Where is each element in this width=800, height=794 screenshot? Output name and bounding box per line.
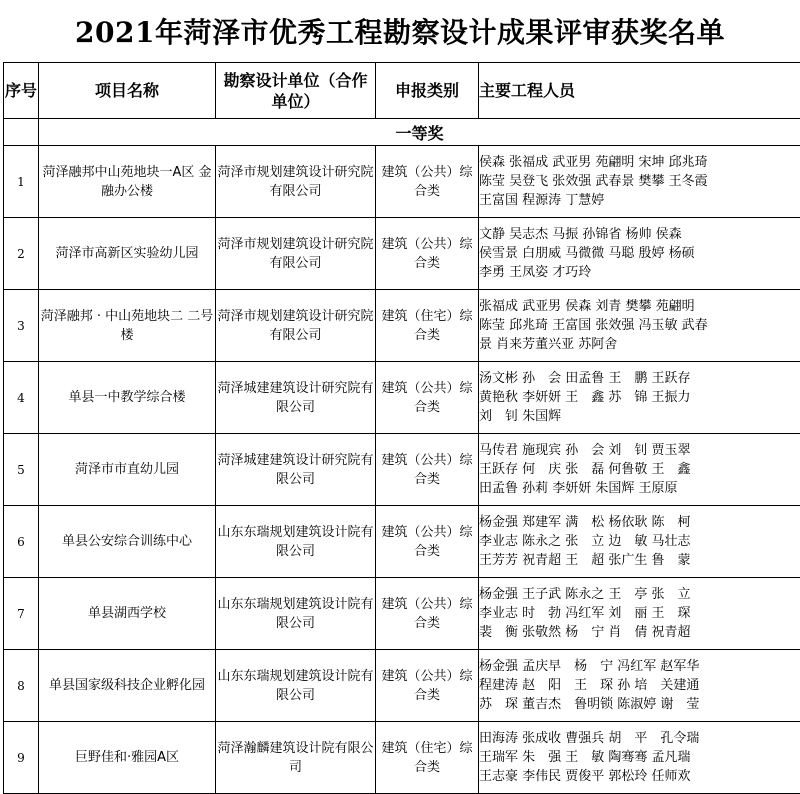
category: 建筑（公共）综合类: [376, 434, 479, 506]
category: 建筑（住宅）综合类: [376, 290, 479, 362]
category: 建筑（公共）综合类: [376, 578, 479, 650]
staff-line: 杨金强 孟庆早 杨 宁 冯红军 赵军华: [479, 657, 800, 676]
project-name: 菏泽融邦 · 中山苑地块二 二号楼: [39, 290, 216, 362]
header-category: 申报类别: [376, 63, 479, 119]
design-unit: 山东东瑞规划建筑设计院有限公司: [216, 578, 376, 650]
category: 建筑（公共）综合类: [376, 506, 479, 578]
staff-line: 李勇 王凤姿 才巧玲: [479, 263, 800, 282]
staff-list: [479, 362, 800, 434]
staff-list: [479, 290, 800, 362]
award-table: [3, 62, 800, 794]
category: 建筑（公共）综合类: [376, 146, 479, 218]
table-row: [4, 578, 800, 650]
staff-line: 杨金强 王子武 陈永之 王 亭 张 立: [479, 585, 800, 604]
staff-line: 王跃存 何 庆 张 磊 何鲁敬 王 鑫: [479, 460, 800, 479]
staff-line: 田孟鲁 孙莉 李妍妍 朱国辉 王原原: [479, 479, 800, 498]
project-name: 单县国家级科技企业孵化园: [39, 650, 216, 722]
staff-list: [479, 218, 800, 290]
design-unit: 菏泽市规划建筑设计研究院有限公司: [216, 218, 376, 290]
section-title: 一等奖: [39, 119, 800, 146]
category: 建筑（公共）综合类: [376, 650, 479, 722]
section-row: [4, 119, 800, 146]
staff-line: 田海涛 张成收 曹强兵 胡 平 孔令瑞: [479, 729, 800, 748]
row-index: 2: [4, 218, 39, 290]
staff-list: [479, 146, 800, 218]
table-row: [4, 434, 800, 506]
project-name: 菏泽融邦中山苑地块一A区 金融办公楼: [39, 146, 216, 218]
category: 建筑（公共）综合类: [376, 218, 479, 290]
staff-line: 景 肖来芳董兴亚 苏阿舍: [479, 335, 800, 354]
design-unit: 山东东瑞规划建筑设计院有限公司: [216, 506, 376, 578]
document-title: 2021年菏泽市优秀工程勘察设计成果评审获奖名单: [0, 0, 800, 62]
table-header-row: [4, 63, 800, 119]
staff-line: 王富国 程源涛 丁慧婷: [479, 191, 800, 210]
row-index: 1: [4, 146, 39, 218]
design-unit: 菏泽市规划建筑设计研究院有限公司: [216, 146, 376, 218]
staff-list: [479, 722, 800, 794]
project-name: 单县湖西学校: [39, 578, 216, 650]
row-index: 5: [4, 434, 39, 506]
staff-line: 李业志 时 勃 冯红军 刘 丽 王 琛: [479, 604, 800, 623]
design-unit: 菏泽瀚麟建筑设计院有限公 司: [216, 722, 376, 794]
staff-list: [479, 578, 800, 650]
staff-line: 程建涛 赵 阳 王 琛 孙 培 关建通: [479, 676, 800, 695]
staff-line: 杨金强 郑建军 满 松 杨依耿 陈 柯: [479, 513, 800, 532]
staff-list: [479, 650, 800, 722]
header-staff: 主要工程人员: [479, 63, 800, 119]
staff-line: 李业志 陈永之 张 立 边 敏 马壮志: [479, 532, 800, 551]
header-unit: 勘察设计单位（合作单位）: [216, 63, 376, 119]
project-name: 单县一中教学综合楼: [39, 362, 216, 434]
row-index: 4: [4, 362, 39, 434]
staff-line: 侯雪景 白朋威 马微微 马聪 殷婷 杨硕: [479, 244, 800, 263]
row-index: 8: [4, 650, 39, 722]
staff-line: 文静 吴志杰 马振 孙锦省 杨帅 侯森: [479, 225, 800, 244]
table-row: [4, 506, 800, 578]
table-row: [4, 290, 800, 362]
staff-line: 张福成 武亚男 侯森 刘青 樊攀 苑翩明: [479, 297, 800, 316]
header-project: 项目名称: [39, 63, 216, 119]
staff-line: 汤文彬 孙 会 田孟鲁 王 鹏 王跃存: [479, 369, 800, 388]
row-index: 3: [4, 290, 39, 362]
staff-line: 王志豪 李伟民 贾俊平 郭松玲 任师欢: [479, 767, 800, 786]
design-unit: 山东东瑞规划建筑设计院有限公司: [216, 650, 376, 722]
staff-line: 苏 琛 董吉杰 鲁明锁 陈淑婷 谢 莹: [479, 695, 800, 714]
staff-line: 王瑞军 朱 强 王 敏 陶骞骞 孟凡瑞: [479, 748, 800, 767]
staff-line: 裴 衡 张敬然 杨 宁 肖 倩 祝青超: [479, 623, 800, 642]
table-row: [4, 218, 800, 290]
project-name: 菏泽市高新区实验幼儿园: [39, 218, 216, 290]
staff-line: 陈莹 吴登飞 张效强 武春景 樊攀 王冬霞: [479, 172, 800, 191]
staff-line: 侯森 张福成 武亚男 苑翩明 宋坤 邱兆琦: [479, 153, 800, 172]
row-index: 7: [4, 578, 39, 650]
project-name: 巨野佳和·雅园A区: [39, 722, 216, 794]
category: 建筑（住宅）综合类: [376, 722, 479, 794]
staff-line: 刘 钊 朱国辉: [479, 407, 800, 426]
table-row: [4, 146, 800, 218]
staff-line: 陈莹 邱兆琦 王富国 张效强 冯玉敏 武春: [479, 316, 800, 335]
staff-list: [479, 506, 800, 578]
table-row: [4, 362, 800, 434]
design-unit: 菏泽市规划建筑设计研究院有限公司: [216, 290, 376, 362]
staff-line: 马传君 施现宾 孙 会 刘 钊 贾玉翠: [479, 441, 800, 460]
row-index: 9: [4, 722, 39, 794]
design-unit: 菏泽城建建筑设计研究院有限公司: [216, 362, 376, 434]
header-index: 序号: [4, 63, 39, 119]
staff-line: 王芳芳 祝青超 王 超 张广生 鲁 蒙: [479, 551, 800, 570]
staff-line: 黄艳秋 李妍妍 王 鑫 苏 锦 王振力: [479, 388, 800, 407]
table-row: [4, 722, 800, 794]
project-name: 单县公安综合训练中心: [39, 506, 216, 578]
design-unit: 菏泽城建建筑设计研究院有限公司: [216, 434, 376, 506]
staff-list: [479, 434, 800, 506]
project-name: 菏泽市市直幼儿园: [39, 434, 216, 506]
table-row: [4, 650, 800, 722]
category: 建筑（公共）综合类: [376, 362, 479, 434]
row-index: 6: [4, 506, 39, 578]
